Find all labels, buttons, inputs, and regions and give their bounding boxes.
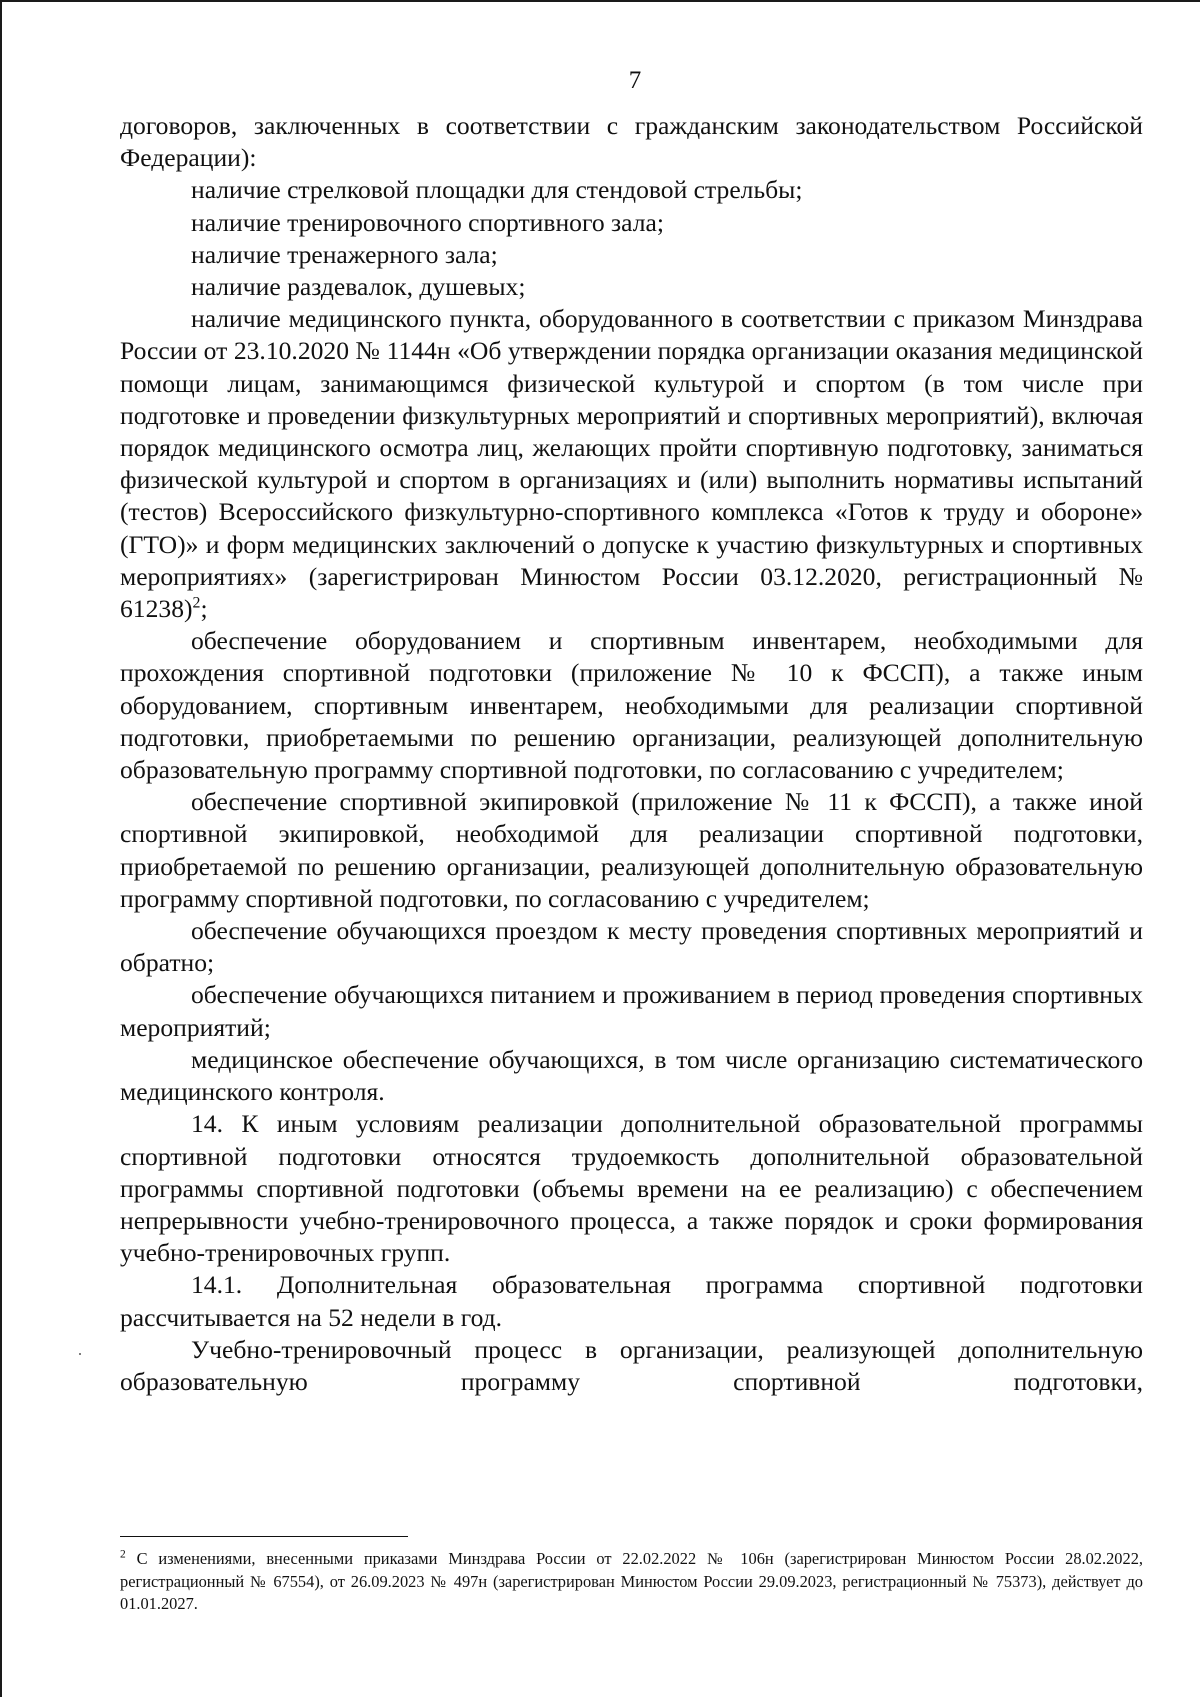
list-item-medical-support: медицинское обеспечение обучающихся, в том числе организацию систематического медицинского контроля. (120, 1044, 1143, 1107)
medical-point-text: наличие медицинского пункта, оборудованного в соответствии с приказом Минздрава России от 23.10.2020 № 1144н «Об утверждении порядка организации оказания медицинской помощи лицам, занимающимся физической культурой и спортом (в том числе при подготовке и проведении физкультурных мероприятий и спортивных мероприятий), включая порядок медицинского осмотра лиц, желающих пройти спортивную подготовку, заниматься физической культурой и спортом в организациях и (или) выполнить нормативы испытаний (тестов) Всероссийского физкультурно-спортивного комплекса «Готов к труду и обороне» (ГТО)» и форм медицинских заключений о допуске к участию физкультурных и спортивных мероприятиях» (зарегистрирован Минюстом России 03.12.2020, регистрационный № 61238) (120, 304, 1143, 624)
document-body (120, 110, 1143, 1398)
footnote-separator (120, 1536, 408, 1537)
footnote-reference: 2 (192, 594, 201, 612)
list-item-equipment: обеспечение оборудованием и спортивным инвентарем, необходимыми для прохождения спортивной подготовки (приложение № 10 к ФССП), а также иным оборудованием, спортивным инвентарем, необходимыми для реализации спортивной подготовки, приобретаемыми по решению организации, реализующей дополнительную образовательную программу спортивной подготовки, по согласованию с учредителем; (120, 626, 1143, 785)
list-item-sport-gear: обеспечение спортивной экипировкой (приложение № 11 к ФССП), а также иной спортивной экипировкой, необходимой для реализации спортивной подготовки, приобретаемой по решению организации, реализующей дополнительную образовательную программу спортивной подготовки, по согласованию с учредителем; (120, 787, 1143, 913)
page-number: 7 (628, 67, 642, 94)
list-item-medical-point (120, 303, 1143, 625)
list-item-travel: обеспечение обучающихся проездом к месту проведения спортивных мероприятий и обратно; (120, 916, 1143, 978)
scan-border-left (0, 0, 2, 1697)
scan-border-top (0, 0, 1200, 2)
paragraph-continuation: договоров, заключенных в соответствии с гражданским законодательством Российской Федерации): (120, 111, 1143, 173)
list-item-training-hall: наличие тренировочного спортивного зала; (191, 207, 664, 237)
section-14-1: 14.1. Дополнительная образовательная программа спортивной подготовки рассчитывается на 52 недели в год. (120, 1270, 1143, 1332)
footnote-text: С изменениями, внесенными приказами Минздрава России от 22.02.2022 № 106н (зарегистрирован Минюстом России 28.02.2022, регистрационный № 67554), от 26.09.2023 № 497н (зарегистрирован Минюстом России 29.09.2023, регистрационный № 75373), действует до 01.01.2027. (120, 1549, 1143, 1613)
scan-speck (79, 1353, 81, 1355)
medical-point-tail: ; (200, 594, 208, 624)
list-item-locker-rooms: наличие раздевалок, душевых; (191, 272, 526, 302)
section-14: 14. К иным условиям реализации дополнительной образовательной программы спортивной подготовки относятся трудоемкость дополнительной образовательной программы спортивной подготовки (объемы времени на ее реализацию) с обеспечением непрерывности учебно-тренировочного процесса, а также порядок и сроки формирования учебно-тренировочных групп. (120, 1109, 1143, 1268)
paragraph-training-process: Учебно-тренировочный процесс в организации, реализующей дополнительную образовательную программу спортивной подготовки, (120, 1334, 1143, 1396)
list-item-gym: наличие тренажерного зала; (191, 239, 498, 269)
list-item-food-accommodation: обеспечение обучающихся питанием и проживанием в период проведения спортивных мероприятий; (120, 980, 1143, 1042)
footnote-marker: 2 (120, 1548, 126, 1561)
list-item-shooting-range: наличие стрелковой площадки для стендовой стрельбы; (191, 175, 803, 205)
footnote (120, 1548, 1143, 1616)
